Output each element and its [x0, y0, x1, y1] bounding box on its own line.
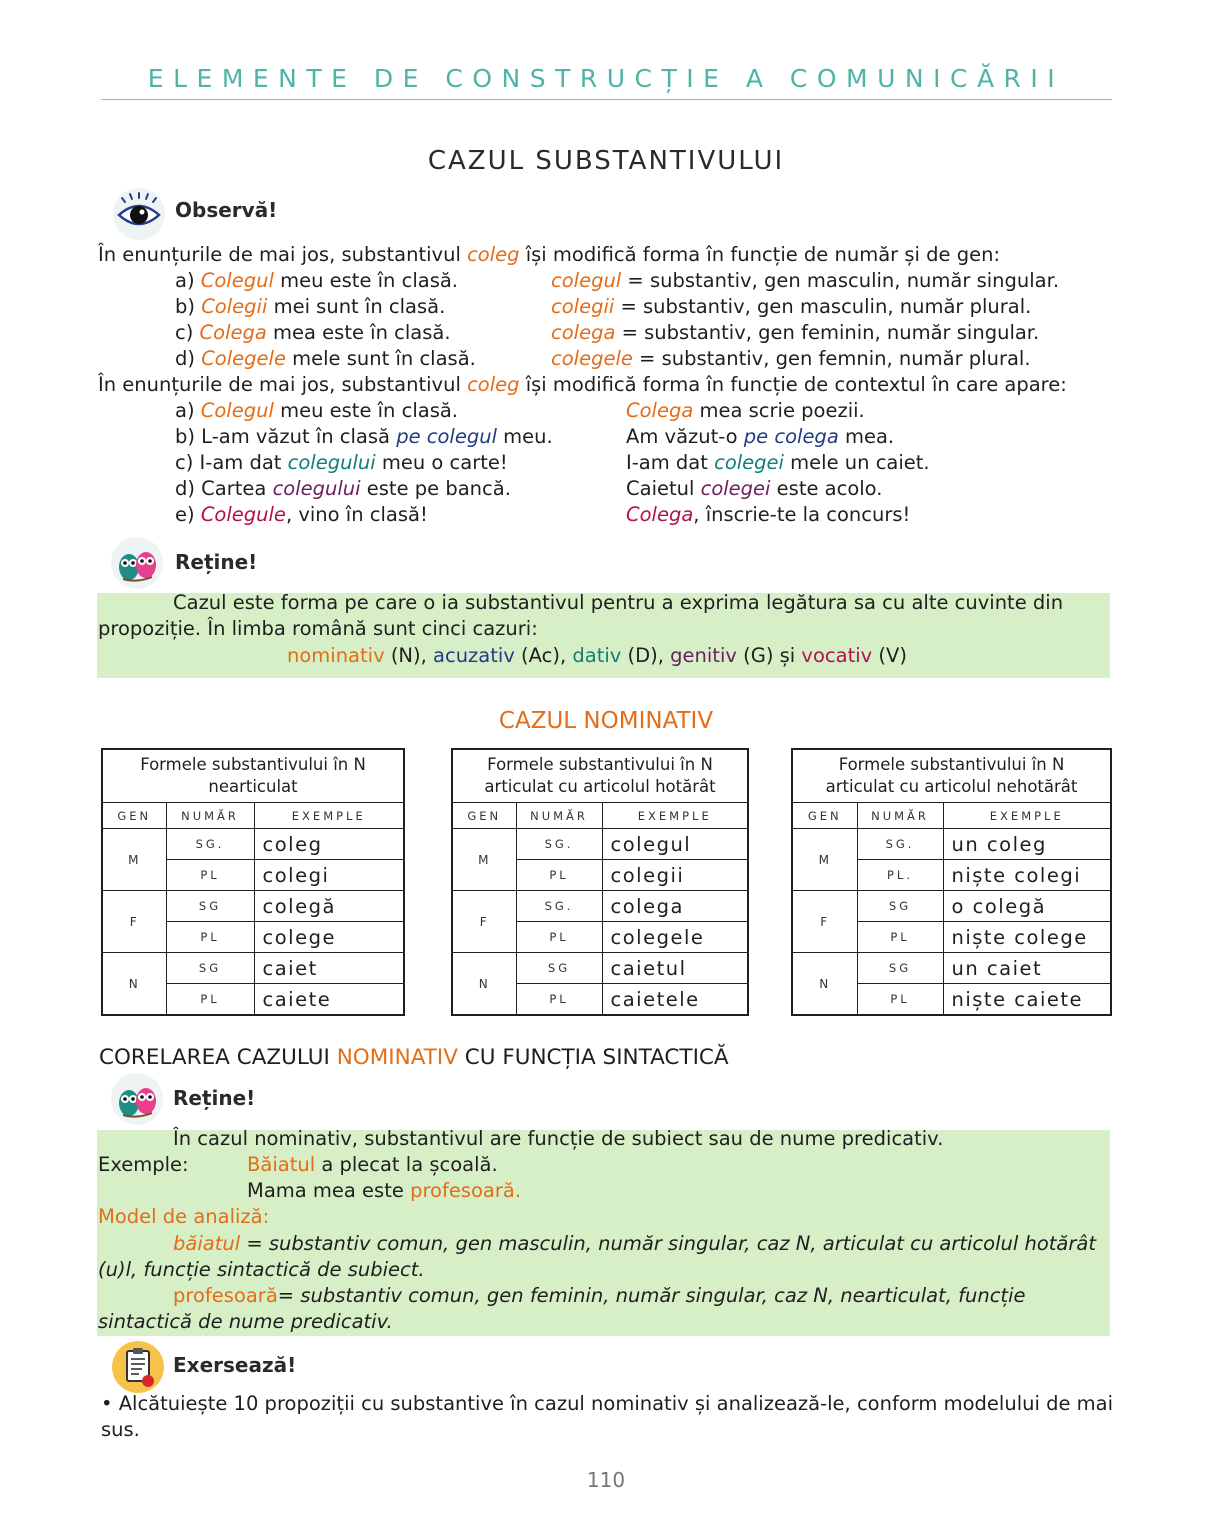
example-cell: colegi [254, 860, 404, 891]
number-cell: PL [166, 984, 254, 1016]
eye-icon [113, 188, 165, 240]
definition-line-1: Cazul este forma pe care o ia substantivul pentru a exprima legătura sa cu alte cuvinte din [173, 591, 1064, 614]
example-cell: caiete [254, 984, 404, 1016]
number-cell: PL [516, 860, 602, 891]
example-cell: colegă [254, 891, 404, 922]
gender-cell: N [792, 953, 857, 1016]
number-cell: PL [857, 984, 943, 1016]
exercise-line-2: sus. [101, 1418, 140, 1441]
example-cell: niște caiete [943, 984, 1111, 1016]
page-title: CAZUL SUBSTANTIVULUI [427, 146, 785, 176]
table-articulat-nehotarat [791, 748, 1112, 1016]
retine-label-2: Reține! [173, 1086, 256, 1110]
number-cell: PL. [857, 860, 943, 891]
context-left-e: e) Colegule, vino în clasă! [175, 503, 428, 526]
definition-line-2: propoziție. În limba română sunt cinci cazuri: [98, 617, 538, 640]
model-line-2: profesoară= substantiv comun, gen feminin, număr singular, caz N, nearticulat, funcție [173, 1284, 1026, 1307]
owls-icon [111, 537, 163, 589]
table-title: Formele substantivului în N articulat cu articolul nehotărât [792, 749, 1111, 803]
number-cell: PL [166, 860, 254, 891]
number-cell: SG [516, 953, 602, 984]
context-right-d: Caietul colegei este acolo. [626, 477, 883, 500]
number-cell: SG. [857, 829, 943, 860]
example-cell: un caiet [943, 953, 1111, 984]
context-left-d: d) Cartea colegului este pe bancă. [175, 477, 511, 500]
clipboard-icon [112, 1341, 164, 1393]
example-cell: niște colege [943, 922, 1111, 953]
owls-icon [111, 1073, 163, 1125]
number-cell: PL [516, 984, 602, 1016]
context-left-a: a) Colegul meu este în clasă. [175, 399, 459, 422]
corelare-heading: CORELAREA CAZULUI NOMINATIV CU FUNCȚIA SINTACTICĂ [99, 1045, 729, 1070]
number-cell: SG [166, 891, 254, 922]
example-cell: colegii [602, 860, 748, 891]
gender-analysis-c: colega = substantiv, gen feminin, număr singular. [551, 321, 1040, 344]
context-left-b: b) L-am văzut în clasă pe colegul meu. [175, 425, 553, 448]
context-right-b: Am văzut-o pe colega mea. [626, 425, 895, 448]
number-cell: PL [516, 922, 602, 953]
gender-cell: N [452, 953, 516, 1016]
example-cell: caietul [602, 953, 748, 984]
gender-cell: M [102, 829, 166, 891]
col-numar: NUMĂR [166, 803, 254, 829]
number-cell: SG. [166, 829, 254, 860]
number-cell: PL [857, 922, 943, 953]
example-1: Băiatul a plecat la școală. [247, 1153, 498, 1176]
number-cell: SG [166, 953, 254, 984]
example-cell: niște colegi [943, 860, 1111, 891]
gender-analysis-d: colegele = substantiv, gen femnin, număr plural. [551, 347, 1031, 370]
gender-cell: F [102, 891, 166, 953]
gender-example-a: a) Colegul meu este în clasă. [175, 269, 459, 292]
gender-example-c: c) Colega mea este în clasă. [175, 321, 451, 344]
gender-analysis-b: colegii = substantiv, gen masculin, număr plural. [551, 295, 1032, 318]
context-right-c: I-am dat colegei mele un caiet. [626, 451, 930, 474]
number-cell: SG. [516, 829, 602, 860]
col-exemple: EXEMPLE [254, 803, 404, 829]
examples-label: Exemple: [98, 1153, 189, 1176]
cases-list: nominativ (N), acuzativ (Ac), dativ (D), genitiv (G) și vocativ (V) [287, 644, 907, 667]
table-articulat-hotarat [451, 748, 749, 1016]
table-title: Formele substantivului în N nearticulat [102, 749, 404, 803]
gender-cell: N [102, 953, 166, 1016]
example-cell: caiet [254, 953, 404, 984]
context-right-a: Colega mea scrie poezii. [626, 399, 865, 422]
exercise-line-1: • Alcătuiește 10 propoziții cu substantive în cazul nominativ și analizează-le, conform modelului de mai [101, 1392, 1114, 1415]
gender-analysis-a: colegul = substantiv, gen masculin, număr singular. [551, 269, 1060, 292]
example-cell: colega [602, 891, 748, 922]
model-line-1: băiatul = substantiv comun, gen masculin, număr singular, caz N, articulat cu articolul hotărât [173, 1232, 1096, 1255]
col-exemple: EXEMPLE [602, 803, 748, 829]
number-cell: SG [857, 891, 943, 922]
observa-intro-1: În enunțurile de mai jos, substantivul coleg își modifică forma în funcție de număr și de gen: [98, 243, 1001, 266]
page-number: 110 [586, 1468, 626, 1492]
retine-label-1: Reține! [175, 550, 258, 574]
number-cell: SG. [516, 891, 602, 922]
table-title: Formele substantivului în N articulat cu articolul hotărât [452, 749, 748, 803]
example-cell: o colegă [943, 891, 1111, 922]
context-left-c: c) I-am dat colegului meu o carte! [175, 451, 508, 474]
exerseaza-label: Exersează! [173, 1353, 297, 1377]
nominativ-heading: CAZUL NOMINATIV [498, 708, 714, 734]
example-cell: colege [254, 922, 404, 953]
model-line-1b: (u)l, funcție sintactică de subiect. [98, 1258, 425, 1281]
col-numar: NUMĂR [516, 803, 602, 829]
example-2: Mama mea este profesoară. [247, 1179, 522, 1202]
context-right-e: Colega, înscrie-te la concurs! [626, 503, 911, 526]
header-rule [101, 99, 1112, 100]
col-gen: GEN [102, 803, 166, 829]
example-cell: coleg [254, 829, 404, 860]
col-gen: GEN [452, 803, 516, 829]
model-line-2b: sintactică de nume predicativ. [98, 1310, 393, 1333]
example-cell: colegul [602, 829, 748, 860]
gender-cell: F [452, 891, 516, 953]
observa-label: Observă! [175, 198, 278, 222]
example-cell: colegele [602, 922, 748, 953]
number-cell: SG [857, 953, 943, 984]
observa-intro-2: În enunțurile de mai jos, substantivul coleg își modifică forma în funcție de contextul în care apare: [98, 373, 1067, 396]
gender-example-d: d) Colegele mele sunt în clasă. [175, 347, 476, 370]
example-cell: un coleg [943, 829, 1111, 860]
model-label: Model de analiză: [98, 1205, 270, 1228]
gender-cell: M [452, 829, 516, 891]
running-header: ELEMENTE DE CONSTRUCȚIE A COMUNICĂRII [147, 64, 1065, 93]
gender-example-b: b) Colegii mei sunt în clasă. [175, 295, 446, 318]
example-cell: caietele [602, 984, 748, 1016]
col-numar: NUMĂR [857, 803, 943, 829]
table-nearticulat [101, 748, 405, 1016]
col-exemple: EXEMPLE [943, 803, 1111, 829]
gender-cell: F [792, 891, 857, 953]
retine2-line-1: În cazul nominativ, substantivul are funcție de subiect sau de nume predicativ. [173, 1127, 944, 1150]
col-gen: GEN [792, 803, 857, 829]
number-cell: PL [166, 922, 254, 953]
gender-cell: M [792, 829, 857, 891]
